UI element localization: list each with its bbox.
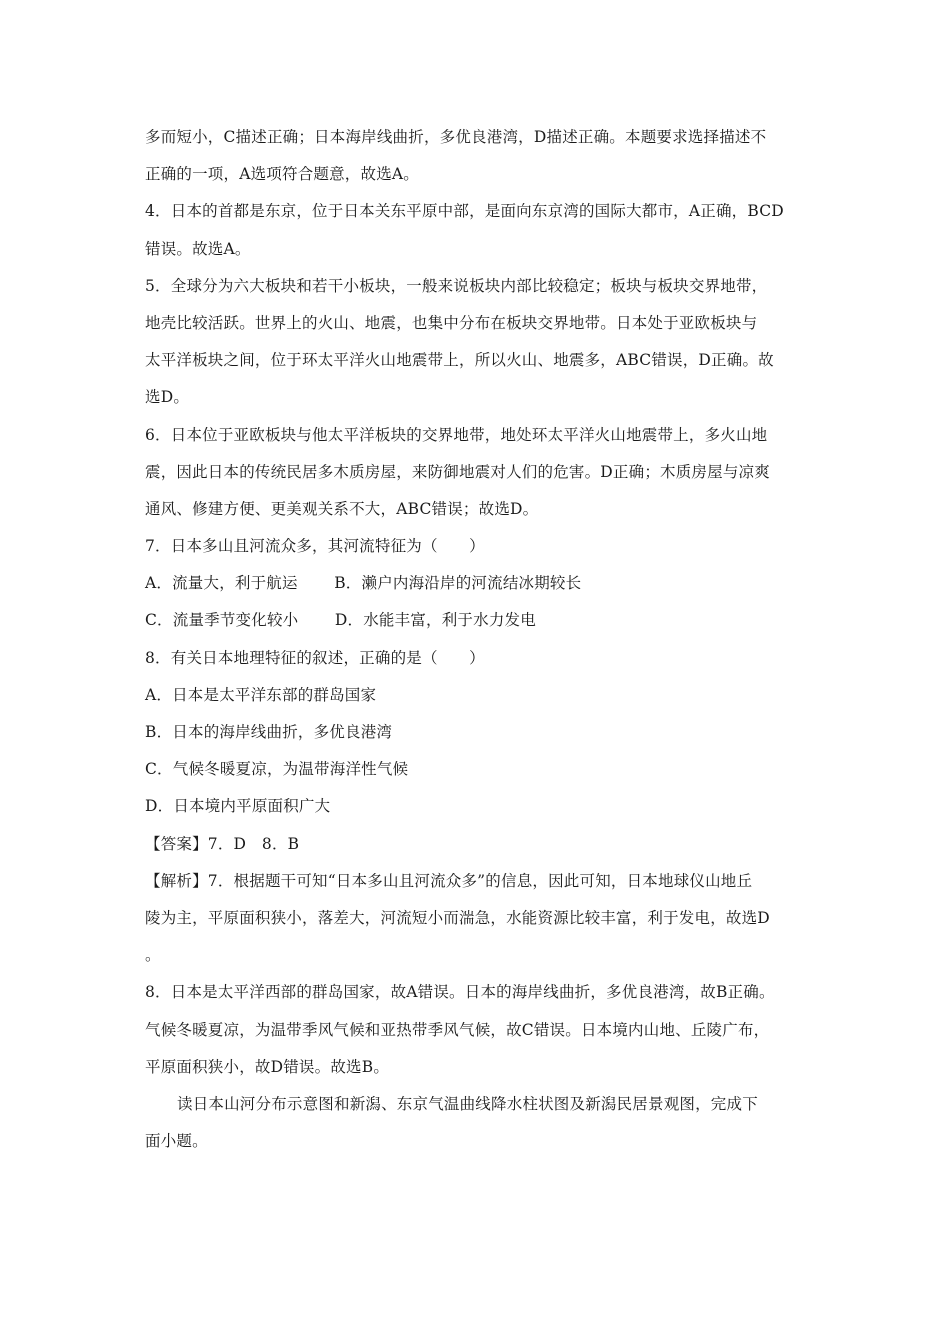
text-line: 通风、修建方便、更美观关系不大，ABC错误；故选D。 [145, 499, 539, 518]
text-line: 正确的一项，A选项符合题意，故选A。 [145, 165, 419, 184]
question-8-option-a: A．日本是太平洋东部的群岛国家 [145, 685, 377, 704]
analysis-line: 陵为主，平原面积狭小，落差大，河流短小而湍急，水能资源比较丰富，利于发电，故选D [145, 908, 770, 927]
analysis-line: 气候冬暖夏凉，为温带季风气候和亚热带季风气候，故C错误。日本境内山地、丘陵广布， [145, 1020, 770, 1039]
reading-prompt-continued: 面小题。 [145, 1132, 208, 1151]
text-line: 6．日本位于亚欧板块与他太平洋板块的交界地带，地处环太平洋火山地震带上，多火山地 [145, 425, 768, 444]
analysis-line: 8．日本是太平洋西部的群岛国家，故A错误。日本的海岸线曲折，多优良港湾，故B正确。 [145, 983, 775, 1002]
question-8-stem: 8．有关日本地理特征的叙述，正确的是（ ） [145, 648, 485, 667]
document-body [145, 119, 810, 1160]
question-7-options-ab: A．流量大，利于航运 B．濑户内海沿岸的河流结冰期较长 [145, 574, 582, 593]
text-line: 4．日本的首都是东京，位于日本关东平原中部，是面向东京湾的国际大都市，A正确，BCD [145, 202, 784, 221]
question-8-option-b: B．日本的海岸线曲折，多优良港湾 [145, 723, 393, 741]
text-line: 5．全球分为六大板块和若干小板块，一般来说板块内部比较稳定；板块与板块交界地带， [145, 276, 768, 295]
text-line: 选D。 [145, 388, 190, 407]
text-line: 地壳比较活跃。世界上的火山、地震，也集中分布在板块交界地带。日本处于亚欧板块与 [145, 313, 758, 332]
question-8-option-c: C．气候冬暖夏凉，为温带海洋性气候 [145, 760, 409, 779]
text-line: 震，因此日本的传统民居多木质房屋，来防御地震对人们的危害。D正确；木质房屋与凉爽 [145, 462, 770, 481]
text-line: 多而短小，C描述正确；日本海岸线曲折，多优良港湾，D描述正确。本题要求选择描述不 [145, 128, 767, 146]
analysis-line: 。 [145, 946, 161, 965]
text-line: 太平洋板块之间，位于环太平洋火山地震带上，所以火山、地震多，ABC错误，D正确。故 [145, 351, 774, 370]
analysis-line: 平原面积狭小，故D错误。故选B。 [145, 1057, 390, 1076]
analysis-line: 【解析】7．根据题干可知“日本多山且河流众多”的信息，因此可知，日本地球仪山地丘 [145, 871, 753, 890]
reading-prompt: 读日本山河分布示意图和新潟、东京气温曲线降水柱状图及新潟民居景观图，完成下 [177, 1094, 758, 1113]
text-line: 错误。故选A。 [145, 239, 251, 258]
answer-line: 【答案】7．D 8．B [145, 834, 300, 853]
question-7-stem: 7．日本多山且河流众多，其河流特征为（ ） [145, 537, 485, 556]
question-8-option-d: D．日本境内平原面积广大 [145, 797, 331, 816]
question-7-options-cd: C．流量季节变化较小 D．水能丰富，利于水力发电 [145, 611, 536, 630]
